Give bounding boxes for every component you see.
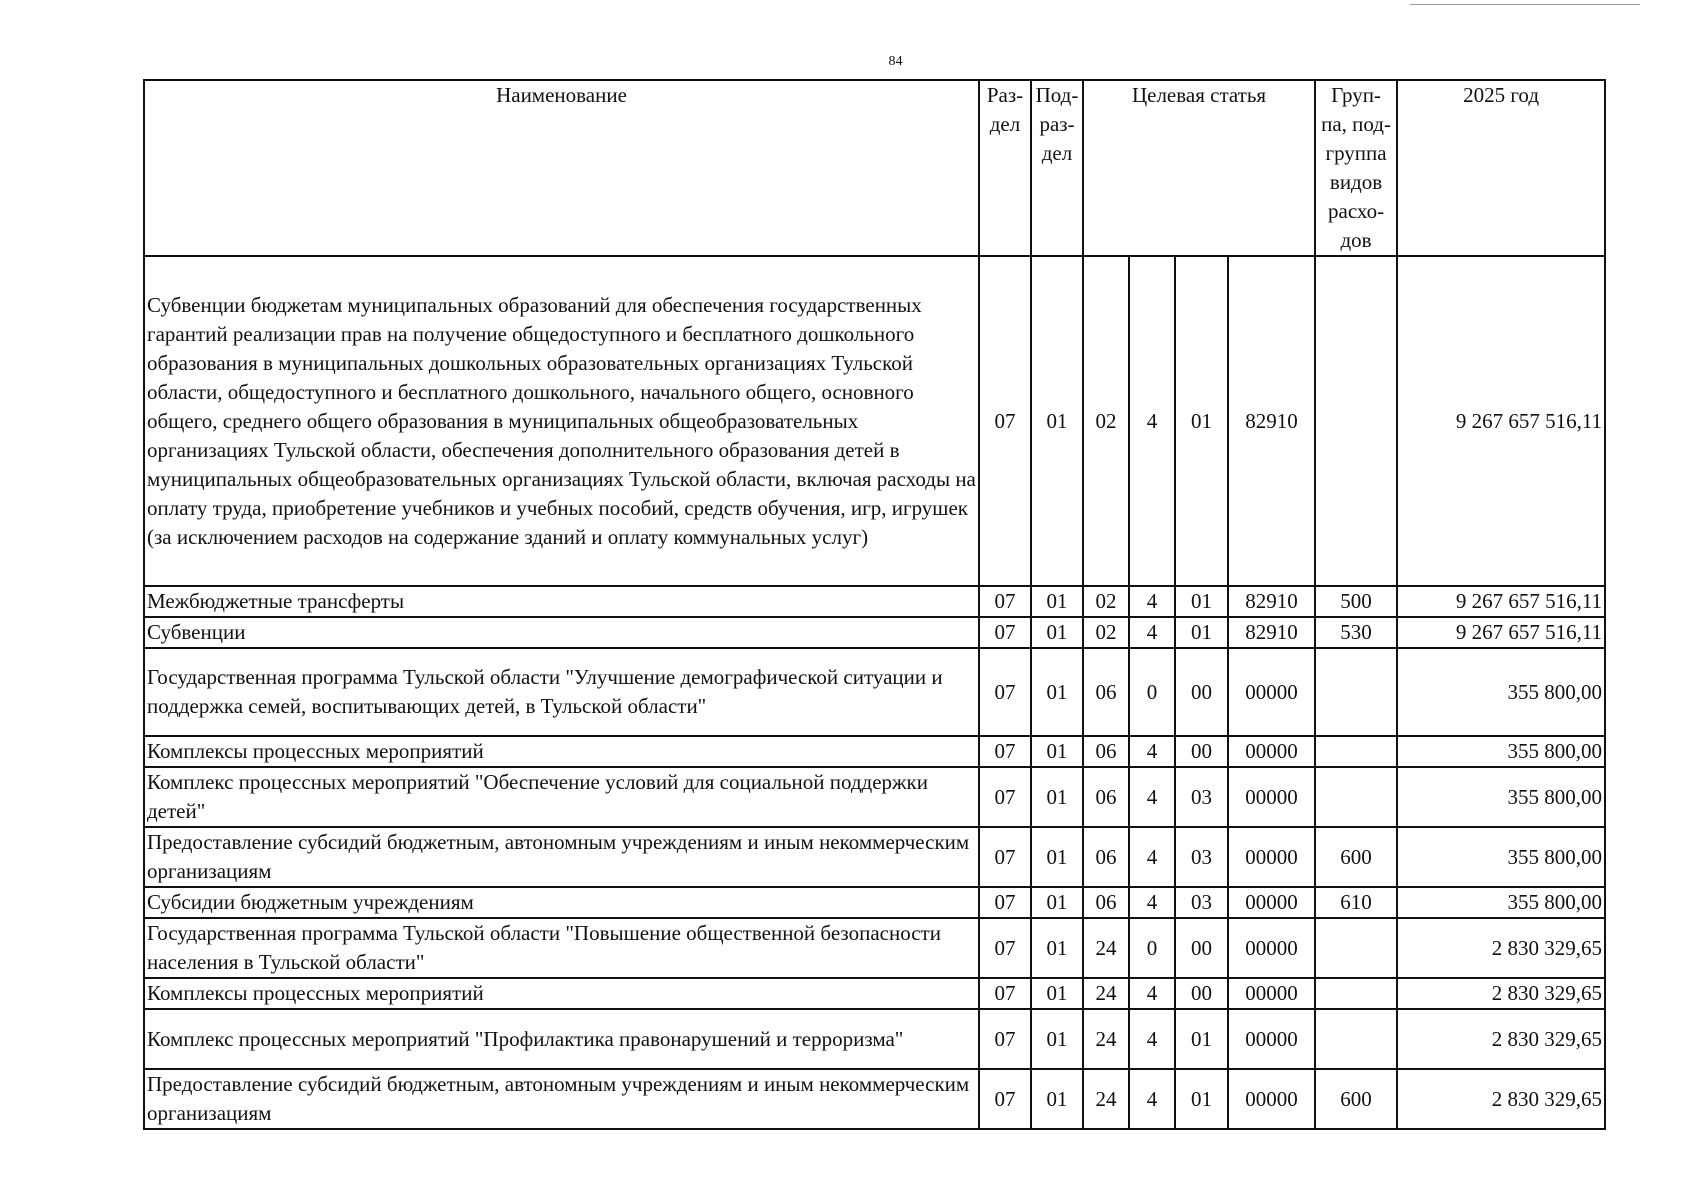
row-subsection: 01	[1031, 827, 1083, 887]
row-amount: 9 267 657 516,11	[1397, 617, 1605, 648]
table-row	[144, 1009, 1605, 1069]
row-expense-group: 600	[1315, 827, 1397, 887]
row-target-program: 06	[1083, 767, 1129, 827]
row-name: Предоставление субсидий бюджетным, автономным учреждениям и иным некоммерческим организациям	[144, 827, 979, 887]
header-section-line: дел	[989, 112, 1021, 136]
row-expense-group	[1315, 918, 1397, 978]
row-target-subprogram: 01	[1175, 1069, 1228, 1129]
header-subsection-line: дел	[1041, 141, 1073, 165]
row-target-type: 4	[1129, 887, 1175, 918]
row-target-type: 4	[1129, 256, 1175, 586]
row-name: Комплексы процессных мероприятий	[144, 978, 979, 1009]
row-section: 07	[979, 617, 1031, 648]
table-row	[144, 648, 1605, 736]
row-subsection: 01	[1031, 617, 1083, 648]
row-target-type: 4	[1129, 1009, 1175, 1069]
row-amount: 355 800,00	[1397, 767, 1605, 827]
row-target-direction: 00000	[1228, 1069, 1315, 1129]
row-target-subprogram: 03	[1175, 887, 1228, 918]
row-target-subprogram: 01	[1175, 586, 1228, 617]
row-target-type: 0	[1129, 648, 1175, 736]
row-amount: 2 830 329,65	[1397, 918, 1605, 978]
table-row	[144, 978, 1605, 1009]
row-name: Субвенции бюджетам муниципальных образований для обеспечения государственных гарантий реализации прав на получение общедоступного и бесплатного дошкольного образования в муниципальных дошкольных образовательных организациях Тульской области, общедоступного и бесплатного дошкольного, начального общего, основного общего, среднего общего образования в муниципальных общеобразовательных организациях Тульской области, обеспечения дополнительного образования детей в муниципальных общеобразовательных организациях Тульской области, включая расходы на оплату труда, приобретение учебников и учебных пособий, средств обучения, игр, игрушек (за исключением расходов на содержание зданий и оплату коммунальных услуг)	[144, 256, 979, 586]
row-name: Предоставление субсидий бюджетным, автономным учреждениям и иным некоммерческим организациям	[144, 1069, 979, 1129]
row-section: 07	[979, 887, 1031, 918]
row-section: 07	[979, 767, 1031, 827]
row-name: Субвенции	[144, 617, 979, 648]
row-section: 07	[979, 256, 1031, 586]
row-subsection: 01	[1031, 978, 1083, 1009]
table-row	[144, 256, 1605, 586]
row-section: 07	[979, 648, 1031, 736]
header-section-line: Раз-	[986, 83, 1024, 107]
row-subsection: 01	[1031, 918, 1083, 978]
page-number: 84	[888, 54, 903, 69]
row-subsection: 01	[1031, 1069, 1083, 1129]
row-target-direction: 00000	[1228, 648, 1315, 736]
row-expense-group	[1315, 648, 1397, 736]
header-section	[979, 80, 1031, 256]
row-target-program: 24	[1083, 918, 1129, 978]
row-subsection: 01	[1031, 256, 1083, 586]
row-subsection: 01	[1031, 736, 1083, 767]
header-year: 2025 год	[1397, 80, 1605, 256]
row-subsection: 01	[1031, 586, 1083, 617]
row-target-type: 4	[1129, 1069, 1175, 1129]
budget-table	[143, 79, 1606, 1130]
row-target-type: 4	[1129, 736, 1175, 767]
row-subsection: 01	[1031, 887, 1083, 918]
table-row	[144, 767, 1605, 827]
row-expense-group	[1315, 736, 1397, 767]
header-group-line: дов	[1340, 228, 1372, 252]
row-target-type: 4	[1129, 617, 1175, 648]
header-name: Наименование	[144, 80, 979, 256]
row-section: 07	[979, 1069, 1031, 1129]
row-name: Субсидии бюджетным учреждениям	[144, 887, 979, 918]
row-target-program: 02	[1083, 256, 1129, 586]
header-group-line: Груп-	[1331, 83, 1381, 107]
row-target-type: 4	[1129, 767, 1175, 827]
header-group-line: видов	[1329, 170, 1383, 194]
row-amount: 355 800,00	[1397, 648, 1605, 736]
row-target-program: 06	[1083, 648, 1129, 736]
row-section: 07	[979, 827, 1031, 887]
row-section: 07	[979, 1009, 1031, 1069]
row-target-direction: 82910	[1228, 256, 1315, 586]
top-rule	[1410, 4, 1640, 5]
header-target: Целевая статья	[1083, 80, 1315, 256]
row-amount: 355 800,00	[1397, 736, 1605, 767]
row-expense-group	[1315, 256, 1397, 586]
row-target-program: 24	[1083, 978, 1129, 1009]
row-target-program: 06	[1083, 736, 1129, 767]
row-section: 07	[979, 586, 1031, 617]
row-name: Государственная программа Тульской области "Повышение общественной безопасности населения в Тульской области"	[144, 918, 979, 978]
table-row	[144, 586, 1605, 617]
row-target-program: 02	[1083, 586, 1129, 617]
row-target-program: 24	[1083, 1009, 1129, 1069]
row-target-direction: 00000	[1228, 978, 1315, 1009]
header-subsection	[1031, 80, 1083, 256]
row-amount: 9 267 657 516,11	[1397, 586, 1605, 617]
row-target-subprogram: 00	[1175, 978, 1228, 1009]
row-name: Комплексы процессных мероприятий	[144, 736, 979, 767]
row-expense-group: 600	[1315, 1069, 1397, 1129]
row-target-program: 02	[1083, 617, 1129, 648]
row-amount: 9 267 657 516,11	[1397, 256, 1605, 586]
header-group-line: па, под-	[1321, 112, 1391, 136]
header-row	[144, 80, 1605, 256]
row-target-subprogram: 01	[1175, 1009, 1228, 1069]
table-row	[144, 617, 1605, 648]
row-name: Комплекс процессных мероприятий "Обеспечение условий для социальной поддержки детей"	[144, 767, 979, 827]
row-target-program: 06	[1083, 827, 1129, 887]
row-target-program: 24	[1083, 1069, 1129, 1129]
row-target-subprogram: 00	[1175, 918, 1228, 978]
header-subsection-line: раз-	[1039, 112, 1075, 136]
row-subsection: 01	[1031, 1009, 1083, 1069]
row-target-direction: 00000	[1228, 736, 1315, 767]
row-target-type: 4	[1129, 978, 1175, 1009]
row-target-subprogram: 00	[1175, 648, 1228, 736]
row-target-subprogram: 03	[1175, 767, 1228, 827]
row-target-subprogram: 01	[1175, 617, 1228, 648]
table-row	[144, 1069, 1605, 1129]
row-amount: 355 800,00	[1397, 887, 1605, 918]
header-group-line: расхо-	[1328, 199, 1385, 223]
row-expense-group	[1315, 767, 1397, 827]
row-target-type: 4	[1129, 586, 1175, 617]
row-target-subprogram: 00	[1175, 736, 1228, 767]
row-name: Межбюджетные трансферты	[144, 586, 979, 617]
row-name: Государственная программа Тульской области "Улучшение демографической ситуации и поддержка семей, воспитывающих детей, в Тульской области"	[144, 648, 979, 736]
table-row	[144, 827, 1605, 887]
row-target-direction: 00000	[1228, 887, 1315, 918]
row-expense-group	[1315, 978, 1397, 1009]
row-target-direction: 00000	[1228, 827, 1315, 887]
table-row	[144, 736, 1605, 767]
row-target-type: 4	[1129, 827, 1175, 887]
row-expense-group	[1315, 1009, 1397, 1069]
row-expense-group: 610	[1315, 887, 1397, 918]
row-amount: 2 830 329,65	[1397, 1009, 1605, 1069]
row-target-direction: 82910	[1228, 617, 1315, 648]
row-expense-group: 530	[1315, 617, 1397, 648]
row-section: 07	[979, 978, 1031, 1009]
table-row	[144, 918, 1605, 978]
header-group	[1315, 80, 1397, 256]
row-name: Комплекс процессных мероприятий "Профилактика правонарушений и терроризма"	[144, 1009, 979, 1069]
row-target-direction: 00000	[1228, 767, 1315, 827]
row-target-subprogram: 03	[1175, 827, 1228, 887]
row-amount: 355 800,00	[1397, 827, 1605, 887]
row-target-type: 0	[1129, 918, 1175, 978]
row-amount: 2 830 329,65	[1397, 978, 1605, 1009]
row-target-subprogram: 01	[1175, 256, 1228, 586]
row-target-direction: 00000	[1228, 918, 1315, 978]
header-group-line: группа	[1325, 141, 1387, 165]
row-expense-group: 500	[1315, 586, 1397, 617]
row-subsection: 01	[1031, 767, 1083, 827]
row-section: 07	[979, 736, 1031, 767]
row-section: 07	[979, 918, 1031, 978]
table-row	[144, 887, 1605, 918]
header-subsection-line: Под-	[1035, 83, 1079, 107]
row-amount: 2 830 329,65	[1397, 1069, 1605, 1129]
row-target-direction: 82910	[1228, 586, 1315, 617]
row-target-direction: 00000	[1228, 1009, 1315, 1069]
row-target-program: 06	[1083, 887, 1129, 918]
row-subsection: 01	[1031, 648, 1083, 736]
